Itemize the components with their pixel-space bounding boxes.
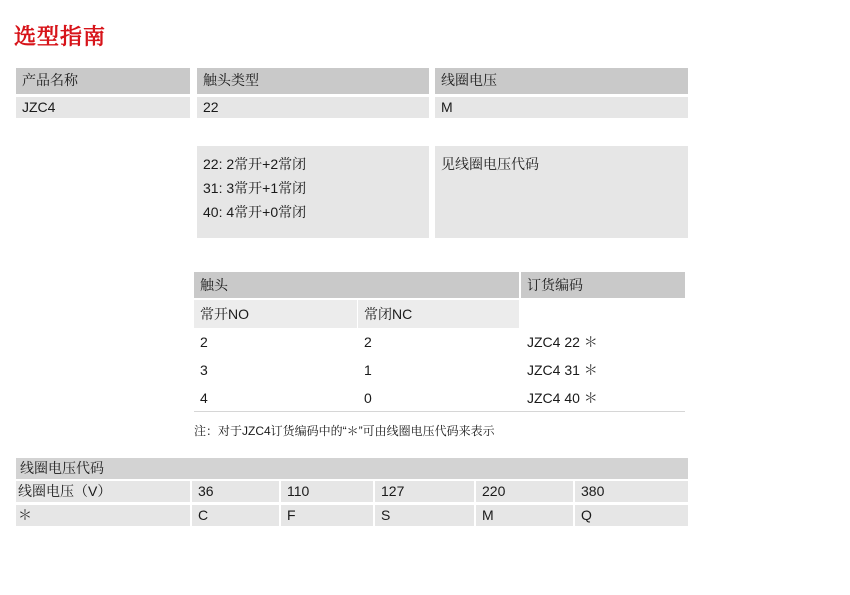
column-divider xyxy=(357,300,358,328)
contact-option: 31: 3常开+1常闭 xyxy=(203,180,307,196)
table-cell-nc: 1 xyxy=(364,362,372,378)
value-coil-voltage: M xyxy=(435,97,688,118)
page-title: 选型指南 xyxy=(14,24,107,49)
header-normally-closed: 常闭NC xyxy=(358,300,519,328)
voltage-label: 线圈电压（V） xyxy=(16,481,190,502)
contact-options-box xyxy=(197,146,429,238)
header-product-name: 产品名称 xyxy=(16,68,190,94)
table-cell-nc: 2 xyxy=(364,334,372,350)
header-contacts: 触头 xyxy=(194,272,519,298)
header-coil-voltage: 线圈电压 xyxy=(435,68,688,94)
coil-note: 见线圈电压代码 xyxy=(441,156,539,172)
header-contact-type: 触头类型 xyxy=(197,68,429,94)
voltage-value: 220 xyxy=(476,481,573,502)
voltage-code-title: 线圈电压代码 xyxy=(16,458,688,479)
order-code-note: 注：对于JZC4订货编码中的“＊”可由线圈电压代码来表示 xyxy=(194,424,495,438)
voltage-code: S xyxy=(375,505,474,526)
voltage-value: 110 xyxy=(281,481,373,502)
voltage-code: C xyxy=(192,505,279,526)
table-bottom-rule xyxy=(194,411,685,412)
code-label: ＊ xyxy=(16,505,190,526)
coil-note-box xyxy=(435,146,688,238)
voltage-value: 36 xyxy=(192,481,279,502)
table-cell-no: 4 xyxy=(200,390,208,406)
table-cell-code: JZC4 22 ＊ xyxy=(527,334,598,350)
header-normally-open: 常开NO xyxy=(194,300,357,328)
header-order-code: 订货编码 xyxy=(521,272,685,298)
voltage-value: 127 xyxy=(375,481,474,502)
table-cell-no: 3 xyxy=(200,362,208,378)
table-cell-code: JZC4 40 ＊ xyxy=(527,390,598,406)
table-cell-nc: 0 xyxy=(364,390,372,406)
voltage-code: M xyxy=(476,505,573,526)
voltage-value: 380 xyxy=(575,481,688,502)
table-cell-no: 2 xyxy=(200,334,208,350)
value-contact-type: 22 xyxy=(197,97,429,118)
voltage-code: F xyxy=(281,505,373,526)
table-cell-code: JZC4 31 ＊ xyxy=(527,362,598,378)
contact-option: 40: 4常开+0常闭 xyxy=(203,204,307,220)
contact-option: 22: 2常开+2常闭 xyxy=(203,156,307,172)
value-product-name: JZC4 xyxy=(16,97,190,118)
voltage-code: Q xyxy=(575,505,688,526)
